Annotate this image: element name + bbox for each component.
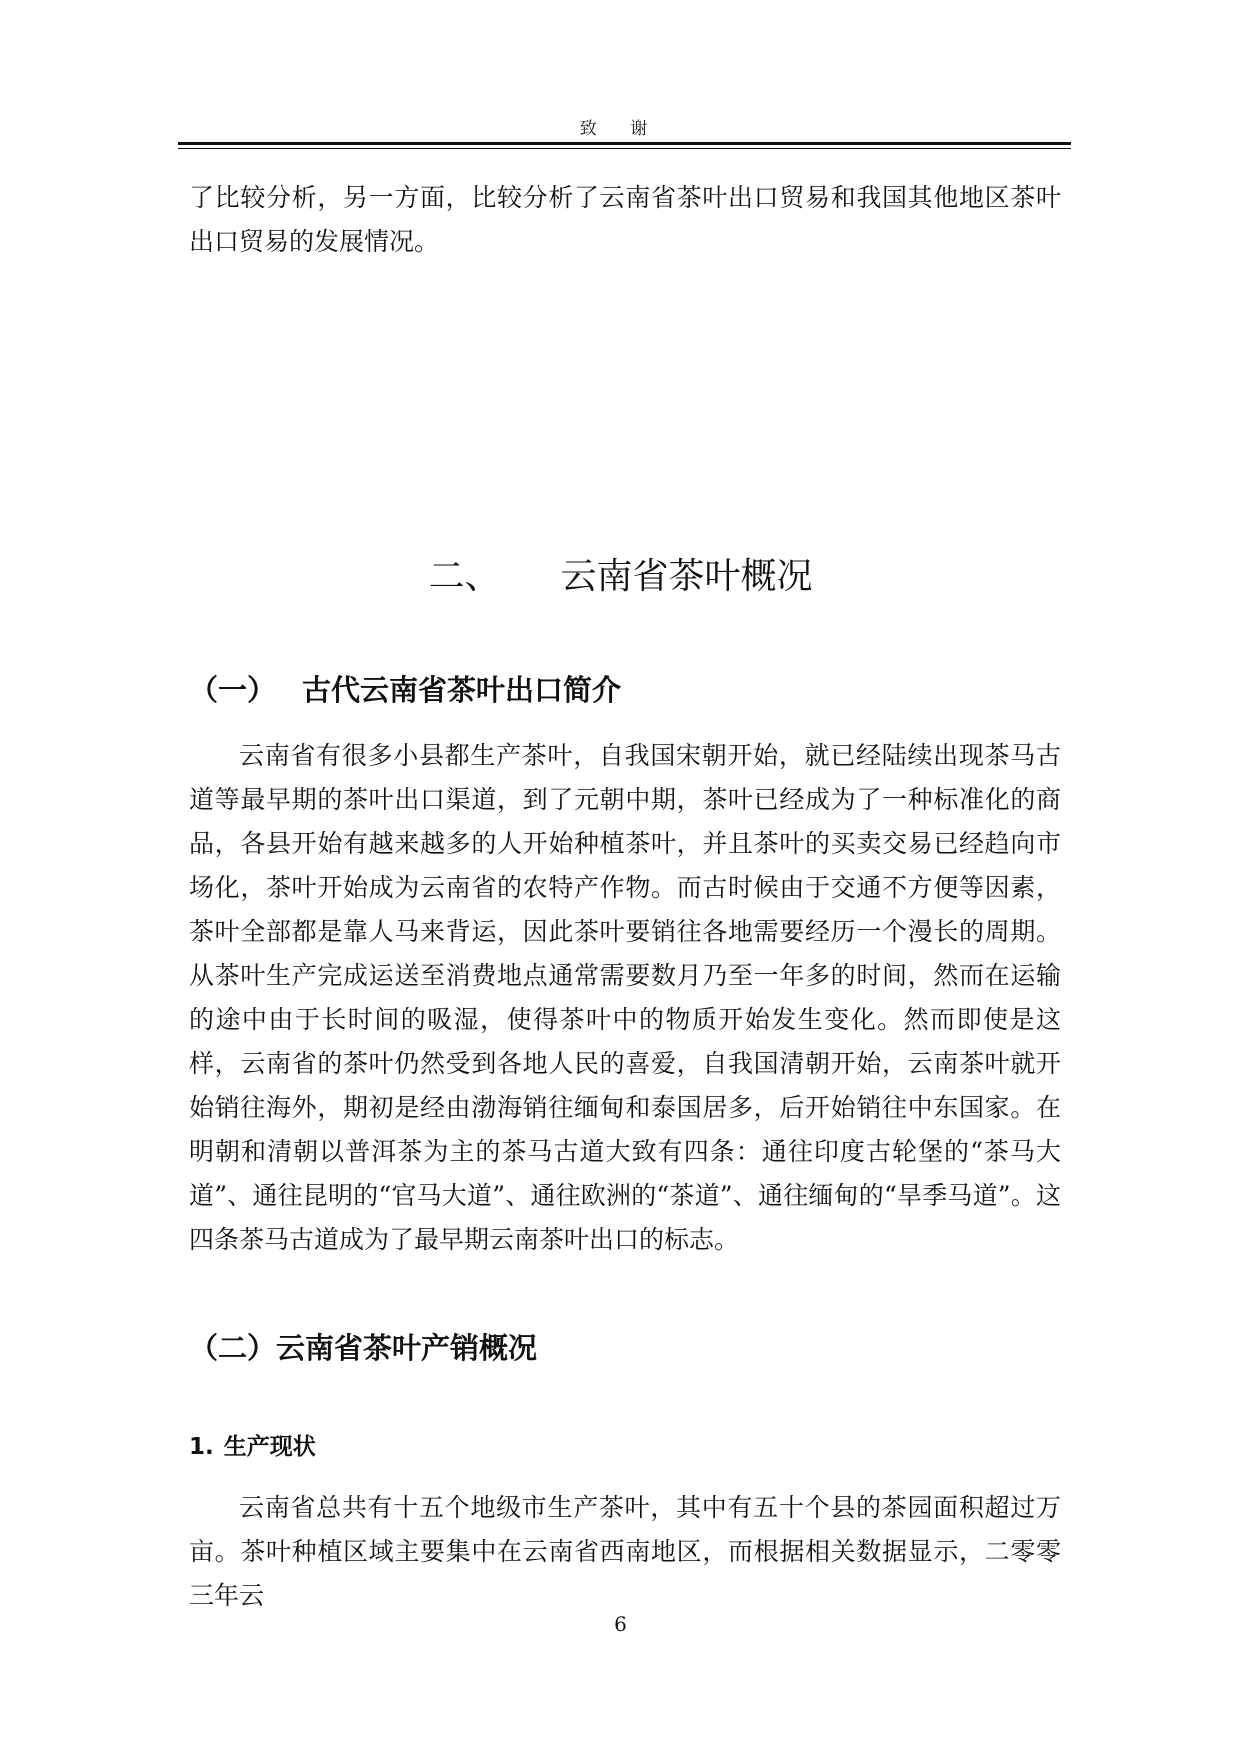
page-number: 6 — [614, 1612, 627, 1636]
section-1-body: 云南省有很多小县都生产茶叶，自我国宋朝开始，就已经陆续出现茶马古道等最早期的茶叶出口渠道，到了元朝中期，茶叶已经成为了一种标准化的商品，各县开始有越来越多的人开始种植茶叶，并且茶叶的买卖交易已经趋向市场化，茶叶开始成为云南省的农特产作物。而古时候由于交通不方便等因素，茶叶全部都是靠人马来背运，因此茶叶要销往各地需要经历一个漫长的周期。从茶叶生产完成运送至消费地点通常需要数月乃至一年多的时间，然而在运输的途中由于长时间的吸湿，使得茶叶中的物质开始发生变化。然而即使是这样，云南省的茶叶仍然受到各地人民的喜爱，自我国清朝开始，云南茶叶就开始销往海外，期初是经由渤海销往缅甸和泰国居多，后开始销往中东国家。在明朝和清朝以普洱茶为主的茶马古道大致有四条：通往印度古轮堡的“茶马大道”、通往昆明的“官马大道”、通往欧洲的“茶道”、通往缅甸的“旱季马道”。这四条茶马古道成为了最早期云南茶叶出口的标志。 — [189, 741, 1061, 1254]
chapter-number: 二、 — [428, 556, 501, 597]
chapter-heading — [0, 548, 1241, 599]
subsection-1-number: 1. — [189, 1434, 214, 1460]
subsection-1-body: 云南省总共有十五个地级市生产茶叶，其中有五十个县的茶园面积超过万亩。茶叶种植区域主要集中在云南省西南地区，而根据相关数据显示，二零零三年云 — [189, 1493, 1061, 1610]
section-1-title: 古代云南省茶叶出口简介 — [302, 673, 622, 707]
section-1-number: （一） — [189, 673, 277, 707]
section-heading-1 — [189, 668, 621, 709]
header-rule-thin — [178, 148, 1071, 149]
subsection-heading-1 — [189, 1428, 316, 1461]
section-heading-2: （二）云南省茶叶产销概况 — [189, 1331, 538, 1365]
header-rule-thick — [178, 142, 1071, 145]
chapter-title: 云南省茶叶概况 — [560, 556, 813, 597]
intro-paragraph: 了比较分析，另一方面，比较分析了云南省茶叶出口贸易和我国其他地区茶叶出口贸易的发展情况。 — [189, 183, 1061, 256]
subsection-1-title: 生产现状 — [223, 1434, 316, 1460]
running-header: 致 谢 — [579, 119, 662, 139]
